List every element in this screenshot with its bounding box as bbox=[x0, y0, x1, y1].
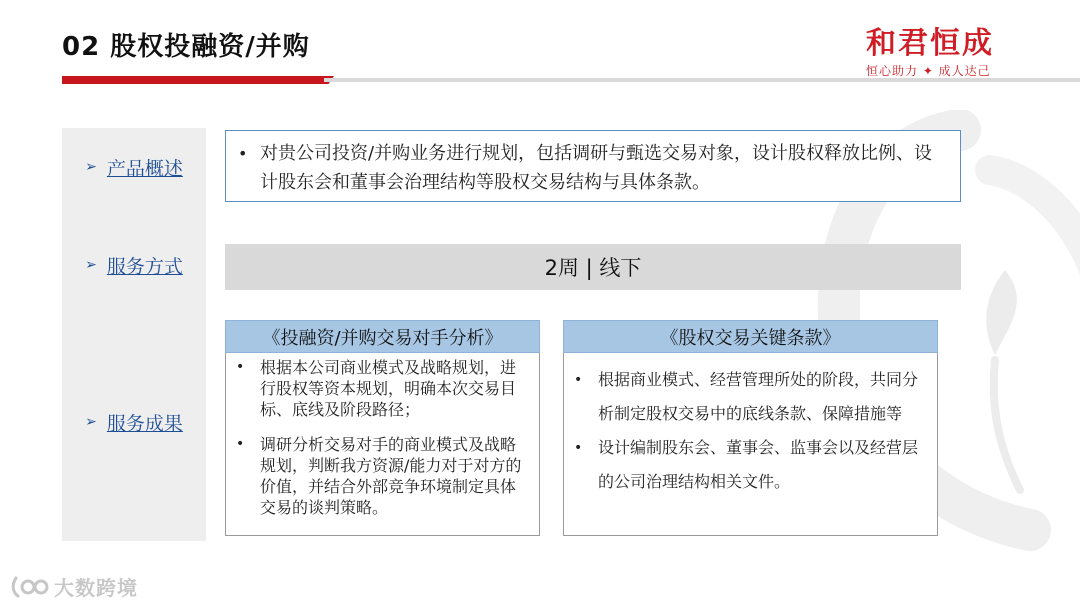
card-title: 《股权交易关键条款》 bbox=[563, 320, 938, 353]
bullet: • bbox=[238, 144, 248, 163]
list-item bbox=[236, 357, 529, 420]
watermark-logo-icon bbox=[10, 574, 50, 600]
list-item bbox=[574, 431, 925, 499]
sidebar-item-product-overview[interactable] bbox=[62, 152, 206, 182]
product-overview-text: 对贵公司投资/并购业务进行规划，包括调研与甄选交易对象，设计股权释放比例、设计股东会和董事会治理结构等股权交易结构与具体条款。 bbox=[260, 143, 933, 193]
sidebar-item-label: 服务成果 bbox=[106, 412, 183, 435]
card-body bbox=[563, 353, 938, 536]
card-body bbox=[225, 353, 540, 536]
service-mode-bar: 2周 | 线下 bbox=[225, 244, 961, 290]
chevron-right-icon: ➢ bbox=[85, 257, 97, 273]
sidebar bbox=[62, 128, 206, 541]
card-title: 《投融资/并购交易对手分析》 bbox=[225, 320, 540, 353]
logo-text: 和君恒成 bbox=[866, 26, 994, 61]
list-item-text: 设计编制股东会、董事会、监事会以及经营层的公司治理结构相关文件。 bbox=[598, 438, 919, 491]
bullet: • bbox=[574, 440, 583, 456]
list-item-text: 调研分析交易对手的商业模式及战略规划，判断我方资源/能力对于对方的价值，并结合外部竞争环境制定具体交易的谈判策略。 bbox=[260, 435, 522, 517]
sidebar-item-service-results[interactable] bbox=[62, 407, 206, 437]
watermark-text: 大数跨境 bbox=[54, 576, 138, 600]
list-item-text: 根据商业模式、经营管理所处的阶段，共同分析制定股权交易中的底线条款、保障措施等 bbox=[598, 370, 919, 423]
sidebar-item-label: 产品概述 bbox=[106, 157, 183, 180]
title-underline-red bbox=[62, 76, 334, 84]
result-card-counterparty-analysis bbox=[225, 320, 540, 536]
sidebar-item-service-mode[interactable] bbox=[62, 250, 206, 280]
sidebar-item-label: 服务方式 bbox=[106, 255, 183, 278]
bullet: • bbox=[574, 372, 583, 388]
page-title: 02 股权投融资/并购 bbox=[62, 32, 310, 62]
list-item bbox=[236, 434, 529, 518]
watermark bbox=[10, 572, 138, 601]
list-item bbox=[574, 363, 925, 431]
logo-tagline: 恒心助力 ✦ 成人达己 bbox=[866, 64, 991, 78]
chevron-right-icon: ➢ bbox=[85, 414, 97, 430]
chevron-right-icon: ➢ bbox=[85, 159, 97, 175]
list-item-text: 根据本公司商业模式及战略规划，进行股权等资本规划，明确本次交易目标、底线及阶段路径； bbox=[260, 358, 517, 419]
product-overview-box bbox=[225, 130, 961, 202]
bullet: • bbox=[236, 436, 245, 452]
bullet: • bbox=[236, 359, 245, 375]
company-logo bbox=[866, 28, 1036, 79]
result-card-key-terms bbox=[563, 320, 938, 536]
